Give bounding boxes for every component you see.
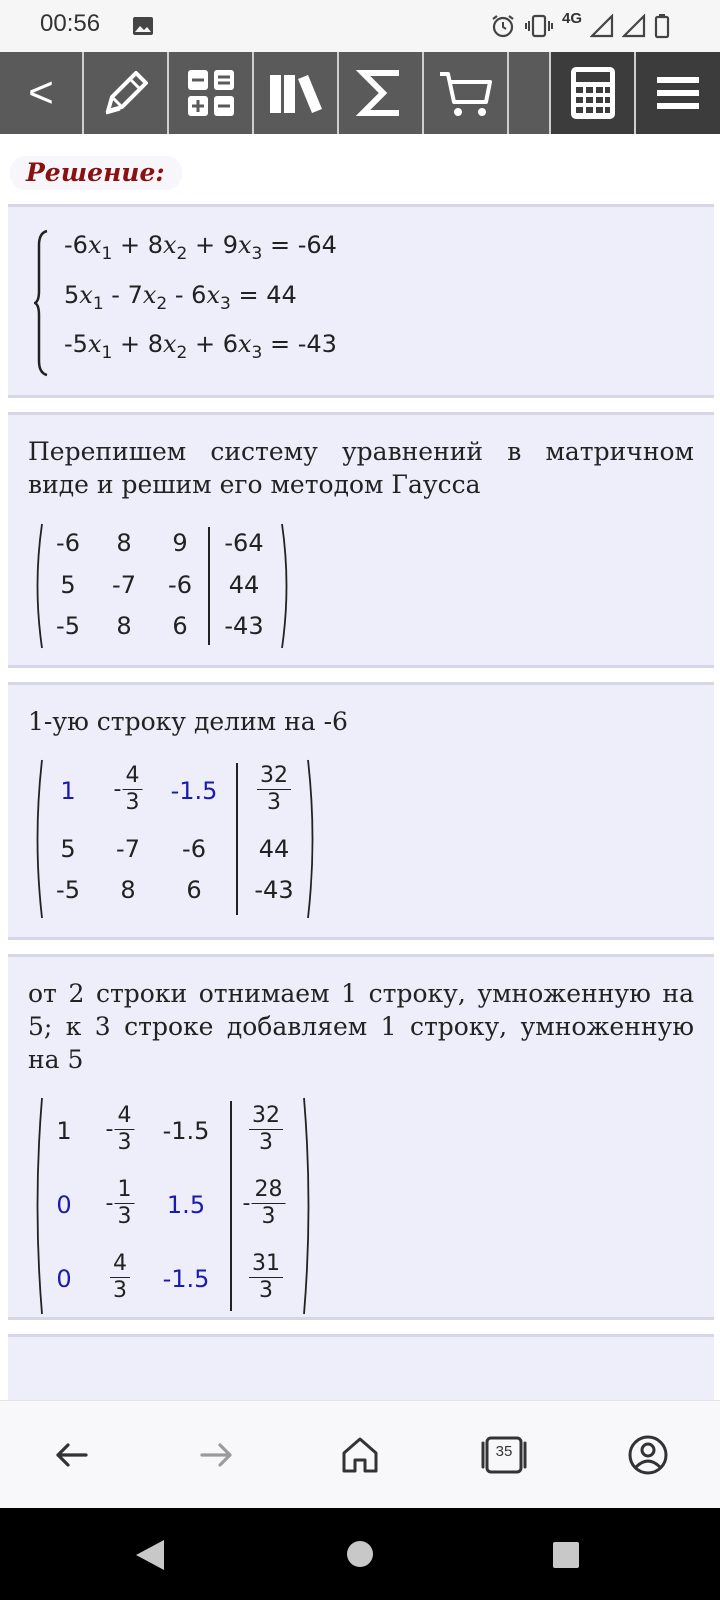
matrix-cell: -43 <box>254 876 294 904</box>
solution-label-box <box>10 156 182 190</box>
matrix-cell: 1 <box>56 1117 72 1145</box>
matrix-cell: 5 <box>60 571 76 599</box>
equation-1: $-6x_1 + 8x_2 + 9x_3 = -64$ <box>64 231 337 264</box>
step-text: Перепишем систему уравнений в матричном виде и решим его методом Гаусса <box>28 437 694 499</box>
left-paren <box>32 523 44 649</box>
battery-icon <box>654 13 670 39</box>
library-icon <box>268 69 324 117</box>
step-panel-divide <box>8 682 714 940</box>
status-icons <box>490 10 670 42</box>
signal-icon <box>590 14 614 38</box>
edit-button[interactable] <box>84 52 169 134</box>
status-time: 00:56 <box>40 10 101 37</box>
solution-label: Решение: <box>26 158 165 187</box>
matrix-cell: 44 <box>228 571 260 599</box>
matrix-cell: 9 <box>172 529 188 557</box>
signal-icon <box>622 14 646 38</box>
matrix-cell: -1.5 <box>162 1117 210 1145</box>
left-paren <box>32 759 44 919</box>
matrix-cell: 44 <box>258 835 290 863</box>
augmented-matrix <box>8 1097 348 1315</box>
alarm-icon <box>490 13 516 39</box>
matrix-cell: 8 <box>116 612 132 640</box>
step-panel-subtract <box>8 954 714 1320</box>
matrix-cell: -5 <box>56 612 80 640</box>
browser-nav-bar <box>0 1400 720 1508</box>
matrix-cell: -43 <box>224 612 264 640</box>
sum-button[interactable] <box>339 52 424 134</box>
matrix-cell: 8 <box>120 876 136 904</box>
right-paren <box>280 523 292 649</box>
spacer-button <box>509 52 551 134</box>
matrix-cell: 0 <box>56 1265 72 1293</box>
matrix-fraction: $\frac{31}{3}$ <box>249 1251 283 1304</box>
right-paren <box>306 759 318 919</box>
system-nav-bar <box>0 1508 720 1600</box>
sigma-icon <box>355 67 407 119</box>
calculator-button[interactable] <box>551 52 636 134</box>
status-bar <box>0 0 720 52</box>
matrix-cell: -6 <box>56 529 80 557</box>
menu-icon <box>655 73 701 113</box>
matrix-cell: -7 <box>116 835 140 863</box>
calculator-icon <box>570 66 616 120</box>
vibrate-icon <box>524 13 554 39</box>
tab-count: 35 <box>495 1443 513 1460</box>
edit-icon <box>100 67 152 119</box>
matrix-fraction: - $\frac{1}{3}$ <box>106 1177 135 1230</box>
system-recents-icon[interactable] <box>552 1541 580 1569</box>
step-panel-matrix <box>8 412 714 668</box>
forward-arrow-icon[interactable] <box>194 1433 238 1477</box>
right-paren <box>302 1097 314 1315</box>
image-icon <box>132 16 154 36</box>
matrix-cell: 0 <box>56 1191 72 1219</box>
matrix-fraction: $\frac{32}{3}$ <box>249 1103 283 1156</box>
back-arrow-icon[interactable] <box>50 1433 94 1477</box>
matrix-cell: -7 <box>112 571 136 599</box>
menu-button[interactable] <box>636 52 720 134</box>
matrix-cell: -6 <box>182 835 206 863</box>
matrix-cell: 5 <box>60 835 76 863</box>
matrix-cell: 6 <box>186 876 202 904</box>
system-panel <box>8 204 714 398</box>
matrix-fraction: $\frac{32}{3}$ <box>257 763 291 816</box>
equation-3: $-5x_1 + 8x_2 + 6x_3 = -43$ <box>64 330 337 363</box>
augment-divider <box>230 1101 232 1311</box>
equation-2: $5x_1 - 7x_2 - 6x_3 = 44$ <box>64 281 297 314</box>
matrix-cell: -6 <box>168 571 192 599</box>
augment-divider <box>236 763 238 915</box>
app-toolbar <box>0 52 720 134</box>
matrix-cell: -1.5 <box>162 1265 210 1293</box>
home-icon[interactable] <box>338 1433 382 1477</box>
cart-button[interactable] <box>424 52 509 134</box>
operations-button[interactable] <box>169 52 254 134</box>
matrix-fraction: $\frac{4}{3}$ <box>110 1251 130 1304</box>
solution-content <box>0 134 720 1400</box>
library-button[interactable] <box>254 52 339 134</box>
matrix-cell: 1 <box>60 777 76 805</box>
left-brace <box>34 229 50 377</box>
matrix-cell: 8 <box>116 529 132 557</box>
augment-divider <box>208 527 210 645</box>
matrix-cell: -64 <box>224 529 264 557</box>
system-home-icon[interactable] <box>346 1540 374 1568</box>
step-panel-next <box>8 1334 714 1400</box>
matrix-cell: 6 <box>172 612 188 640</box>
step-text: от 2 строки отнимаем 1 строку, умноженную на 5; к 3 строке добавляем 1 строку, умноженную на 5 <box>28 979 694 1074</box>
matrix-cell: 1.5 <box>166 1191 206 1219</box>
account-icon[interactable] <box>626 1433 670 1477</box>
augmented-matrix <box>8 759 348 919</box>
step-text: 1-ую строку делим на -6 <box>28 707 348 736</box>
augmented-matrix <box>8 523 328 649</box>
matrix-cell: -5 <box>56 876 80 904</box>
back-button[interactable]: < <box>0 52 84 134</box>
left-paren <box>32 1097 44 1315</box>
matrix-cell: -1.5 <box>170 777 218 805</box>
matrix-fraction: - $\frac{4}{3}$ <box>106 1103 135 1156</box>
cart-icon <box>438 68 494 118</box>
network-type: 4G <box>561 9 582 27</box>
matrix-fraction: - $\frac{28}{3}$ <box>243 1177 286 1230</box>
calculator-ops-icon <box>186 68 236 118</box>
system-back-icon[interactable] <box>134 1538 166 1572</box>
matrix-fraction: - $\frac{4}{3}$ <box>114 763 143 816</box>
tabs-button[interactable] <box>480 1433 528 1477</box>
